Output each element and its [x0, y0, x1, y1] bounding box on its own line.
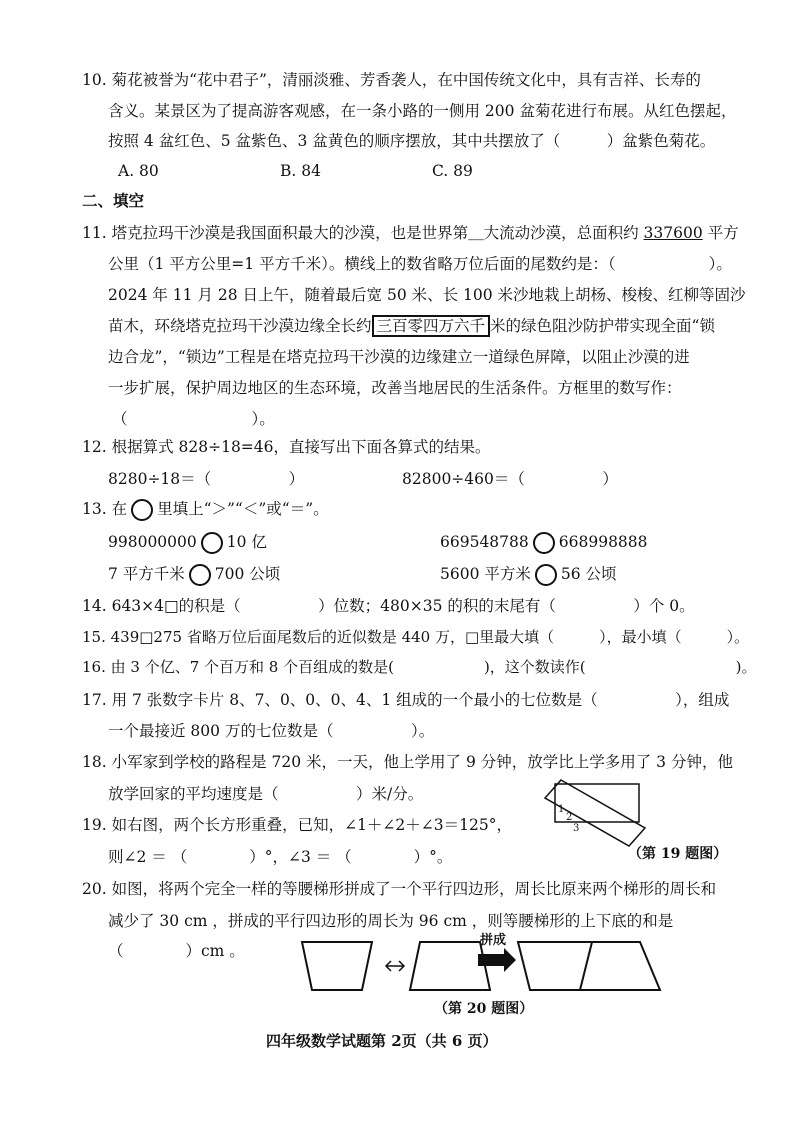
q13-r2a-right: 700 公顷 — [214, 565, 281, 583]
q11-boxed-number: 三百零四万六千 — [372, 315, 491, 337]
q10-line2: 含义。某景区为了提高游客观感，在一条小路的一侧用 200 盆菊花进行布展。从红色摆起， — [108, 102, 737, 120]
q13-r2b-right: 56 公顷 — [560, 565, 617, 583]
q13-row1-right — [440, 532, 648, 554]
compare-circle[interactable] — [533, 532, 555, 554]
q11-line6: 一步扩展，保护周边地区的生态环境，改善当地居民的生活条件。方框里的数写作： — [108, 379, 682, 397]
q12-left: 8280÷18＝（ ） — [108, 470, 305, 488]
trapezoid-left — [302, 942, 372, 990]
q10-option-b: B. 84 — [280, 162, 321, 180]
q18-line1: 18. 小军家到学校的路程是 720 米，一天，他上学用了 9 分钟，放学比上学多用了 3 分钟，他 — [82, 753, 733, 771]
parallelogram — [518, 942, 660, 990]
q20-line2: 减少了 30 cm ，拼成的平行四边形的周长为 96 cm ，则等腰梯形的上下底的和是 — [108, 912, 674, 930]
q12-stem: 12. 根据算式 828÷18=46，直接写出下面各算式的结果。 — [82, 438, 491, 456]
combine-arrow-icon — [478, 948, 516, 972]
q11-area-number: 337600 — [643, 224, 703, 242]
compare-circle[interactable] — [189, 564, 211, 586]
q13-row2-left — [108, 564, 280, 586]
compare-circle[interactable] — [535, 564, 557, 586]
q13-stem-b: 里填上“＞”“＜”或“＝”。 — [157, 500, 329, 518]
q11-line4-tail: 米的绿色阻沙防护带实现全面“锁 — [490, 317, 715, 335]
q11-line5: 边合龙”，“锁边”工程是在塔克拉玛干沙漠的边缘建立一道绿色屏障，以阻止沙漠的进 — [108, 348, 690, 366]
q18-line2: 放学回家的平均速度是（ ）米/分。 — [108, 785, 424, 803]
q10-line3: 按照 4 盆红色、5 盆紫色、3 盆黄色的顺序摆放，其中共摆放了（ ）盆紫色菊花。 — [108, 132, 716, 150]
q20-figure — [290, 930, 690, 1000]
compare-circle — [131, 499, 153, 521]
q11-line1-text: 11. 塔克拉玛干沙漠是我国面积最大的沙漠，也是世界第＿大流动沙漠，总面积约 — [82, 224, 644, 242]
q20-line1: 20. 如图，将两个完全一样的等腰梯形拼成了一个平行四边形，周长比原来两个梯形的周长和 — [82, 880, 717, 898]
q15: 15. 439□275 省略万位后面尾数后的近似数是 440 万，□里最大填（ ），最小填（ ）。 — [82, 628, 750, 646]
q17-line2: 一个最接近 800 万的七位数是（ ）。 — [108, 722, 435, 740]
q20-line3: （ ）cm 。 — [108, 942, 245, 960]
q13-r1a-left: 998000000 — [108, 533, 197, 551]
q13-r2b-left: 5600 平方米 — [440, 565, 531, 583]
q13-r1a-right: 10 亿 — [226, 533, 267, 551]
q13-row1-left — [108, 532, 267, 554]
q11-line1 — [82, 223, 739, 243]
angle-2-label: 2 — [566, 812, 573, 823]
q20-caption: （第 20 题图） — [434, 1001, 534, 1017]
q11-line4-text: 苗木，环绕塔克拉玛干沙漠边缘全长约 — [108, 317, 372, 335]
q11-line2: 公里（1 平方公里=1 平方千米）。横线上的数省略万位后面的尾数约是：（ ）。 — [108, 255, 732, 273]
q19-caption: （第 19 题图） — [628, 846, 728, 862]
section-title: 二、填空 — [82, 191, 145, 210]
q14: 14. 643×4□的积是（ ）位数；480×35 的积的末尾有（ ）个 0。 — [82, 597, 695, 615]
q19-figure — [545, 778, 655, 848]
q13-stem-a: 13. 在 — [82, 500, 128, 518]
q11-line4 — [108, 316, 715, 336]
compare-circle[interactable] — [201, 532, 223, 554]
q13-row2-right — [440, 564, 617, 586]
angle-1-label: 1 — [558, 804, 565, 815]
q13-stem — [82, 499, 329, 521]
q11-line3: 2024 年 11 月 28 日上午，随着最后宽 50 米、长 100 米沙地栽上胡杨、梭梭、红柳等固沙 — [108, 286, 746, 304]
page-footer: 四年级数学试题第 2页（共 6 页） — [266, 1032, 498, 1050]
q19-line1: 19. 如右图，两个长方形重叠，已知，∠1＋∠2＋∠3＝125°， — [82, 816, 512, 834]
arrow-label: 拼成 — [480, 933, 507, 948]
angle-3-label: 3 — [573, 823, 580, 834]
q13-r1b-right: 668998888 — [558, 533, 648, 551]
q11-line1-tail: 平方 — [702, 224, 739, 242]
q16: 16. 由 3 个亿、7 个百万和 8 个百组成的数是( )，这个数读作( )。 — [82, 658, 757, 676]
q10-line1: 10. 菊花被誉为“花中君子”，清丽淡雅、芳香袭人，在中国传统文化中，具有吉祥、长寿的 — [82, 71, 701, 89]
q12-right: 82800÷460＝（ ） — [402, 470, 618, 488]
q13-r1b-left: 669548788 — [440, 533, 529, 551]
q17-line1: 17. 用 7 张数字卡片 8、7、0、0、0、4、1 组成的一个最小的七位数是（ ），组成 — [82, 691, 730, 709]
q11-line7: （ ）。 — [112, 410, 275, 428]
q10-option-c: C. 89 — [432, 162, 473, 180]
q13-r2a-left: 7 平方千米 — [108, 565, 185, 583]
q19-line2: 则∠2 ＝ （ ）°，∠3 ＝ （ ）°。 — [108, 848, 453, 866]
q10-option-a: A. 80 — [118, 162, 159, 180]
